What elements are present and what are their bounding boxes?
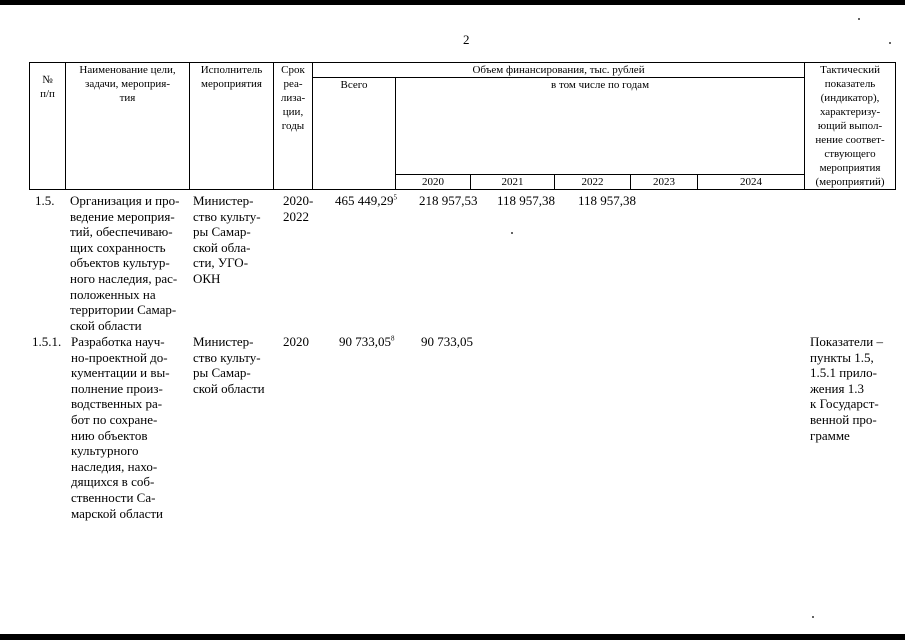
scan-speck bbox=[858, 18, 860, 20]
row-name: Разработка науч- но-проектной до- кументации и вы- полнение произ- водственных ра- бот по сохране- нию объектов культурного наследия, нахо- дящихся в соб- ственности Са- марской области bbox=[71, 334, 170, 521]
header-financing: Объем финансирования, тыс. рублей bbox=[313, 63, 805, 78]
row-executor: Министер- ство культу- ры Самар- ской обла- сти, УГО- ОКН bbox=[193, 193, 261, 286]
row-total: 90 733,05$^8$ bbox=[339, 334, 395, 349]
row-total-footnote: 5 bbox=[393, 193, 397, 202]
table-row bbox=[0, 193, 905, 333]
header-term: Срок реа- лиза- ции, годы bbox=[274, 63, 313, 190]
row-executor: Министер- ство культу- ры Самар- ской области bbox=[193, 334, 265, 396]
scan-speck bbox=[889, 42, 891, 44]
financing-table-header bbox=[29, 62, 896, 190]
scan-speck bbox=[812, 616, 814, 618]
header-total: Всего bbox=[313, 78, 396, 190]
table-row bbox=[0, 334, 905, 534]
row-2021: 118 957,38 bbox=[497, 193, 556, 208]
page-number: 2 bbox=[463, 32, 470, 47]
row-total: 465 449,29$^5$ bbox=[335, 193, 397, 208]
header-year-2023: 2023 bbox=[631, 175, 698, 190]
header-indicator: Тактический показатель (индикатор), характеризу- ющий выпол- нение соответ- ствующего мероприятия (мероприятий) bbox=[805, 63, 896, 190]
row-num: 1.5.1. bbox=[32, 334, 62, 349]
header-num: № п/п bbox=[30, 63, 66, 190]
top-border bbox=[0, 0, 905, 5]
header-year-2024: 2024 bbox=[698, 175, 805, 190]
header-year-2021: 2021 bbox=[471, 175, 555, 190]
row-term: 2020- 2022 bbox=[283, 193, 314, 224]
row-total-footnote: 8 bbox=[391, 334, 395, 343]
header-by-years: в том числе по годам bbox=[396, 78, 805, 175]
row-term: 2020 bbox=[283, 334, 309, 349]
row-name: Организация и про- ведение мероприя- тий, обеспечиваю- щих сохранность объектов культур- ного наследия, рас- положенных на территории Самар- ской области bbox=[70, 193, 180, 333]
bottom-border bbox=[0, 634, 905, 640]
row-indicator: Показатели – пункты 1.5, 1.5.1 прило- жения 1.3 к Государст- венной про- грамме bbox=[810, 334, 883, 443]
header-name: Наименование цели, задачи, мероприя- тия bbox=[66, 63, 190, 190]
row-2022: 118 957,38 bbox=[578, 193, 637, 208]
header-executor: Исполнитель мероприятия bbox=[190, 63, 274, 190]
header-year-2020: 2020 bbox=[396, 175, 471, 190]
header-year-2022: 2022 bbox=[555, 175, 631, 190]
row-num: 1.5. bbox=[35, 193, 55, 208]
row-2020: 90 733,05 bbox=[421, 334, 473, 349]
row-2020: 218 957,53 bbox=[419, 193, 478, 208]
